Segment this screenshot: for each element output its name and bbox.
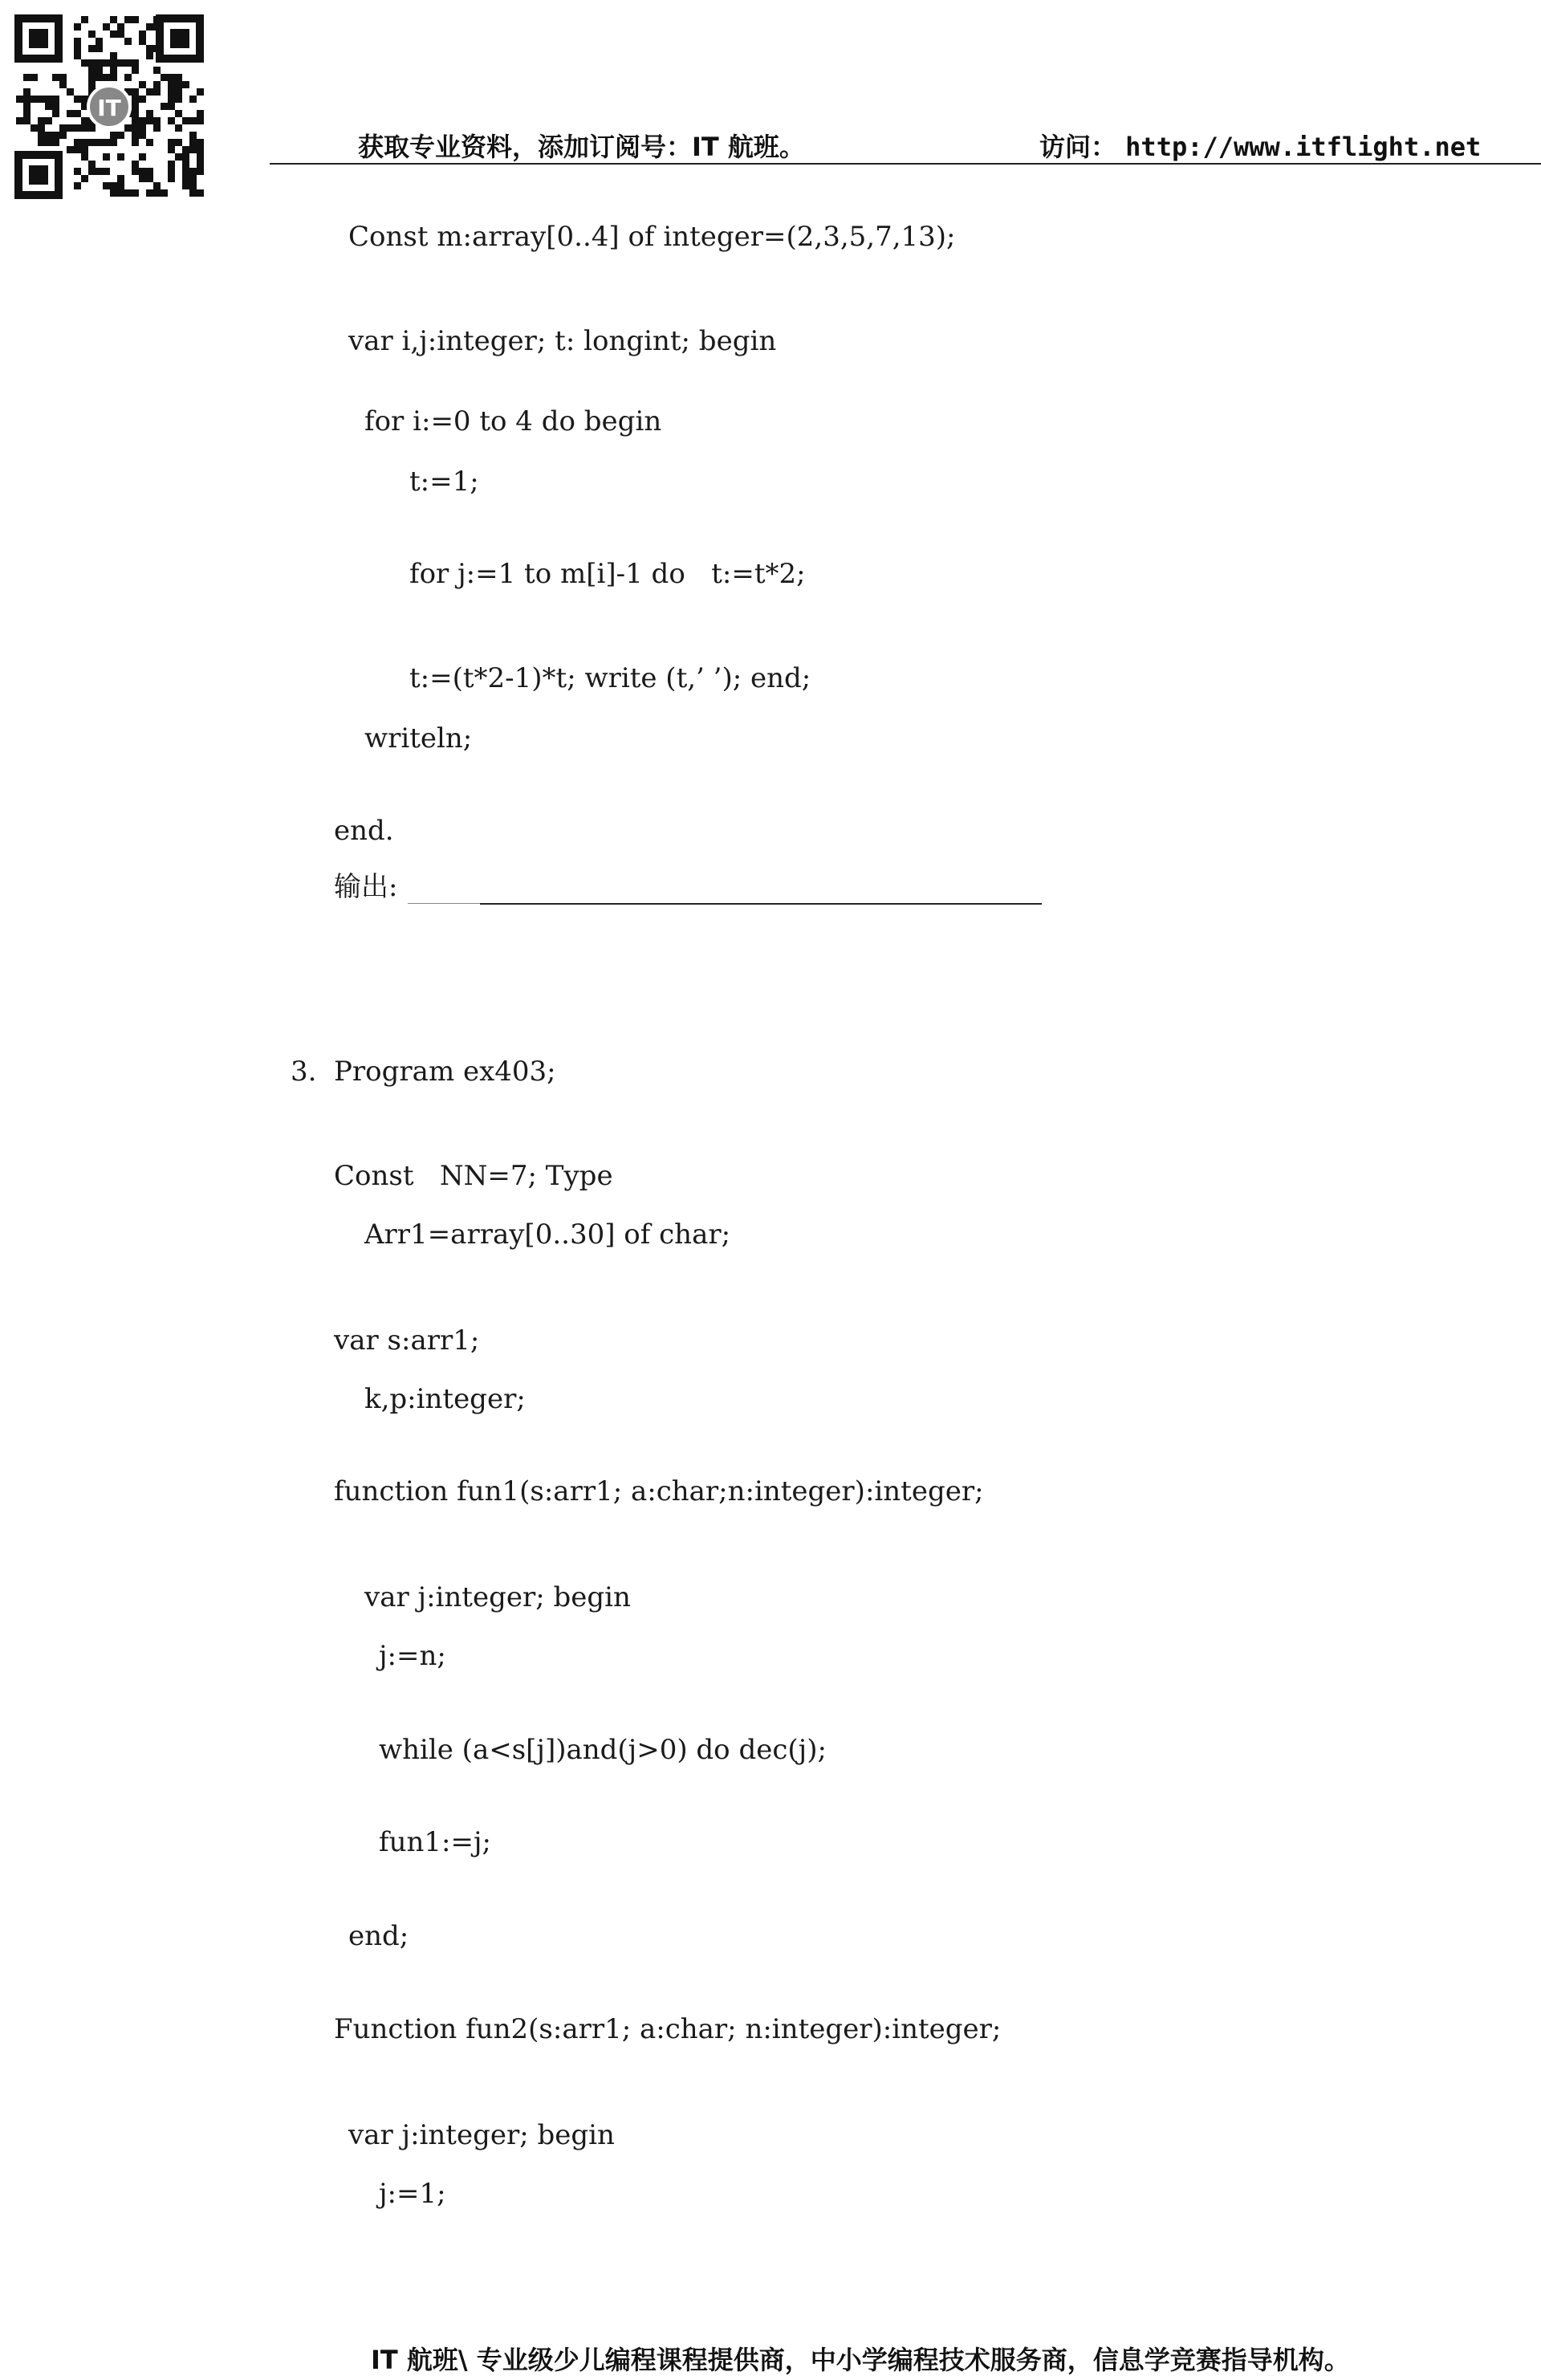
- code-line: 3. Program ex403;: [291, 1056, 556, 1088]
- code-line: j:=1;: [379, 2178, 446, 2210]
- code-line: while (a<s[j])and(j>0) do dec(j);: [379, 1734, 827, 1766]
- answer-blank: [480, 903, 1042, 905]
- code-line: var s:arr1;: [334, 1324, 480, 1357]
- code-line: writeln;: [364, 722, 473, 755]
- code-line: Function fun2(s:arr1; a:char; n:integer):integer;: [334, 2013, 1002, 2045]
- code-line: Const m:array[0..4] of integer=(2,3,5,7,13);: [348, 221, 956, 253]
- header-divider: [270, 163, 1541, 165]
- footer-tagline: IT 航班\ 专业级少儿编程课程提供商，中小学编程技术服务商，信息学竞赛指导机构。: [371, 2345, 1350, 2375]
- code-line: Arr1=array[0..30] of char;: [364, 1218, 731, 1251]
- code-line: var i,j:integer; t: longint; begin: [348, 325, 777, 357]
- qr-logo-text: IT: [97, 95, 121, 121]
- code-line: var j:integer; begin: [348, 2119, 615, 2151]
- code-line: fun1:=j;: [379, 1826, 491, 1858]
- code-line: for j:=1 to m[i]-1 do t:=t*2;: [409, 558, 806, 590]
- code-line: function fun1(s:arr1; a:char;n:integer):integer;: [334, 1475, 984, 1507]
- code-line: t:=1;: [409, 466, 479, 498]
- output-label: 输出:: [334, 871, 398, 903]
- code-line: k,p:integer;: [364, 1383, 526, 1415]
- header-visit: [1039, 127, 1481, 164]
- answer-blank-lead: [408, 903, 480, 904]
- header-subscribe-text: 获取专业资料，添加订阅号：IT 航班。: [358, 132, 805, 162]
- header-url-link[interactable]: http://www.itflight.net: [1125, 132, 1482, 162]
- code-line: j:=n;: [379, 1640, 446, 1672]
- code-line: Const NN=7; Type: [334, 1160, 613, 1192]
- code-line: end.: [334, 815, 394, 847]
- header-visit-label: 访问：: [1039, 132, 1117, 162]
- qr-code: [14, 14, 204, 199]
- code-line: t:=(t*2-1)*t; write (t,’ ’); end;: [409, 662, 811, 694]
- code-line: for i:=0 to 4 do begin: [364, 405, 662, 437]
- code-line: end;: [348, 1920, 409, 1952]
- code-line: var j:integer; begin: [364, 1581, 631, 1613]
- qr-code-image: [14, 14, 204, 199]
